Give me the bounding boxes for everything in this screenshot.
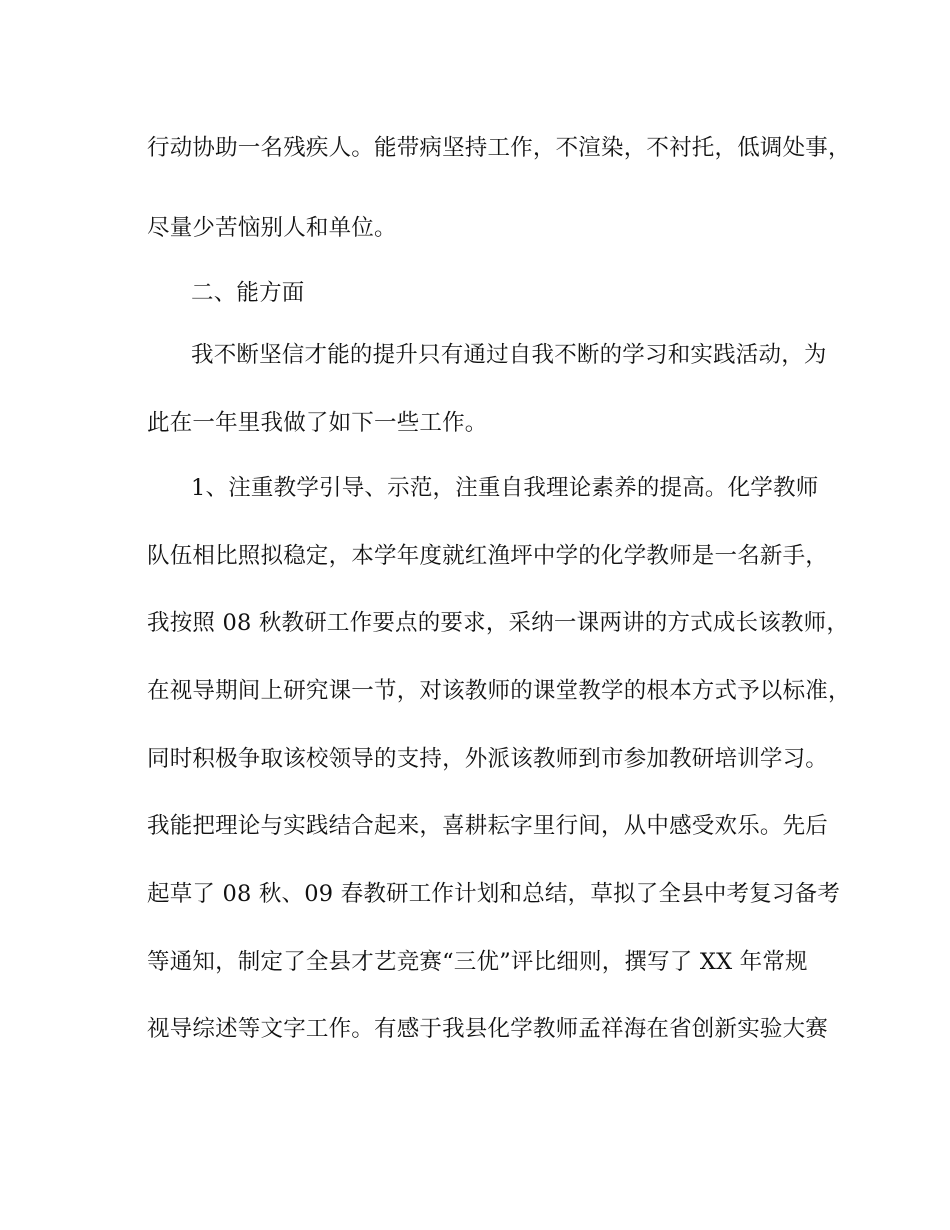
paragraph-line: 等通知，制定了全县才艺竞赛“三优”评比细则，撰写了 XX 年常规	[147, 949, 808, 975]
paragraph-line: 此在一年里我做了如下一些工作。	[147, 410, 488, 436]
paragraph-line: 视导综述等文字工作。有感于我县化学教师孟祥海在省创新实验大赛	[147, 1016, 829, 1042]
paragraph-line: 我能把理论与实践结合起来，喜耕耘字里行间，从中感受欢乐。先后	[147, 813, 829, 839]
paragraph-line: 同时积极争取该校领导的支持，外派该教师到市参加教研培训学习。	[147, 746, 829, 772]
paragraph-line: 我不断坚信才能的提升只有通过自我不断的学习和实践活动，为	[191, 342, 827, 368]
paragraph-line: 在视导期间上研究课一节，对该教师的课堂教学的根本方式予以标准，	[147, 678, 851, 704]
paragraph-line: 行动协助一名残疾人。能带病坚持工作，不渲染，不衬托，低调处事，	[147, 135, 851, 161]
paragraph-line: 尽量少苦恼别人和单位。	[147, 215, 397, 241]
paragraph-line: 起草了 08 秋、09 春教研工作计划和总结，草拟了全县中考复习备考	[147, 881, 841, 907]
paragraph-line: 1、注重教学引导、示范，注重自我理论素养的提高。化学教师	[191, 475, 819, 501]
paragraph-line: 我按照 08 秋教研工作要点的要求，采纳一课两讲的方式成长该教师，	[147, 610, 850, 636]
section-heading: 二、能方面	[191, 280, 305, 306]
paragraph-line: 队伍相比照拟稳定，本学年度就红渔坪中学的化学教师是一名新手，	[147, 543, 829, 569]
